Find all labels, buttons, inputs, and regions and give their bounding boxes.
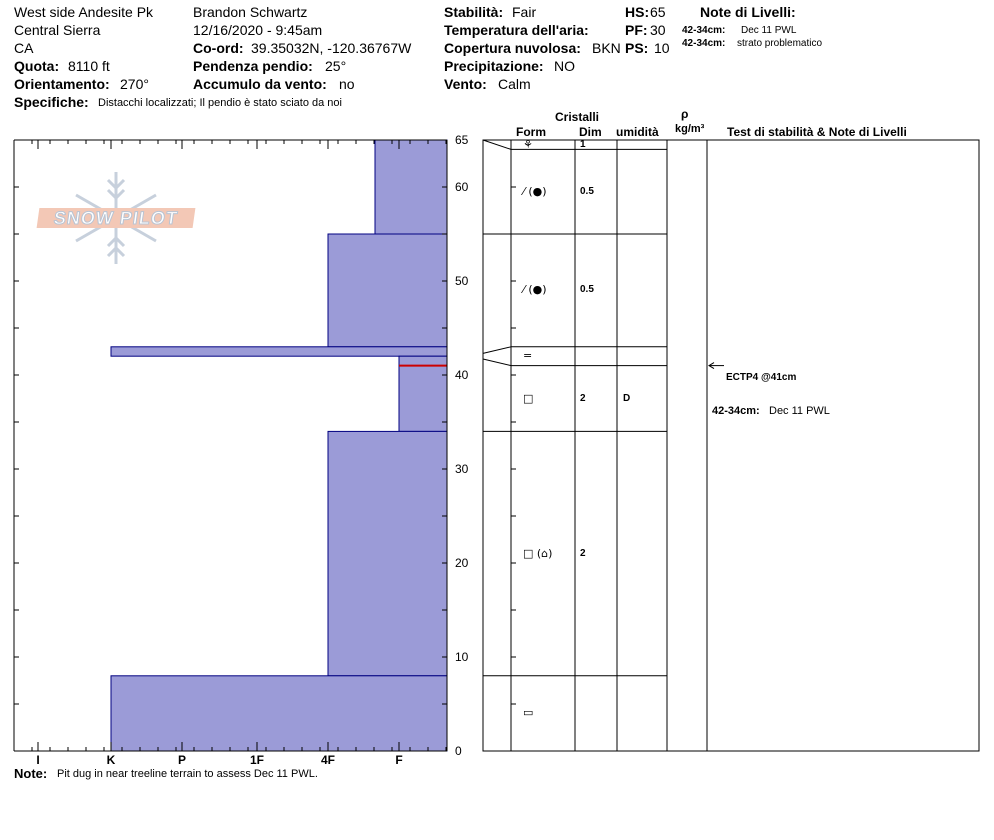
grain-size: 0.5 <box>580 284 594 296</box>
grain-form: ▭ <box>523 706 534 720</box>
hardness-bar <box>399 366 447 432</box>
air-temp-label: Temperatura dell'aria: <box>444 22 589 38</box>
coords-label: Co-ord: <box>193 40 244 56</box>
test-result-ectp: ECTP4 @41cm <box>726 372 797 383</box>
sky-label: Copertura nuvolosa: <box>444 40 581 56</box>
grain-connector <box>483 359 511 366</box>
grain-size: 2 <box>580 392 586 404</box>
layer-note-text: Dec 11 PWL <box>741 25 797 36</box>
ps-label: PS: <box>625 40 649 56</box>
state: CA <box>14 40 34 56</box>
tests-header: Test di stabilità & Note di Livelli <box>727 125 907 139</box>
snowpilot-logo-text: SNOW PILOT <box>37 208 196 228</box>
hardness-label: P <box>177 753 187 767</box>
ps-value: 10 <box>654 40 670 56</box>
pf-label: PF: <box>625 22 648 38</box>
wind-label: Vento: <box>444 76 487 92</box>
coords-value: 39.35032N, -120.36767W <box>251 40 412 56</box>
hardness-bar <box>328 431 447 675</box>
aspect-label: Orientamento: <box>14 76 110 92</box>
grain-form: = <box>523 349 533 363</box>
grain-size: 1 <box>580 138 586 150</box>
layer-note-range: 42-34cm: <box>682 38 726 49</box>
region: Central Sierra <box>14 22 101 38</box>
hardness-label: F <box>395 753 403 767</box>
elevation-label: Quota: <box>14 58 60 74</box>
hs-label: HS: <box>625 4 650 20</box>
y-tick-label: 50 <box>455 274 469 288</box>
grain-size: 0.5 <box>580 185 594 197</box>
size-header: Dim <box>579 125 602 139</box>
test-note-text: Dec 11 PWL <box>769 405 830 417</box>
grain-form: □ (⌂) <box>523 546 553 560</box>
note-text: Pit dug in near treeline terrain to assess Dec 11 PWL. <box>57 768 318 780</box>
slope-label: Pendenza pendio: <box>193 58 313 74</box>
hardness-bar <box>111 347 447 356</box>
layer-notes-title: Note di Livelli: <box>700 4 796 20</box>
y-tick-label: 30 <box>455 462 469 476</box>
hs-value: 65 <box>650 4 666 20</box>
stability-value: Fair <box>512 4 537 20</box>
wind-value: Calm <box>498 76 531 92</box>
elevation-value: 8110 ft <box>68 58 110 74</box>
y-tick-label: 0 <box>455 744 462 758</box>
y-tick-label: 40 <box>455 368 469 382</box>
test-note-range: 42-34cm: <box>712 405 760 417</box>
hardness-label: I <box>36 753 40 767</box>
layer-note-range: 42-34cm: <box>682 25 726 36</box>
sky-value: BKN <box>592 40 621 56</box>
specifics-value: Distacchi localizzati; Il pendio è stato sciato da noi <box>98 97 342 109</box>
location: West side Andesite Pk <box>14 4 154 20</box>
specifics-label: Specifiche: <box>14 94 89 110</box>
grain-connector <box>483 140 511 149</box>
y-tick-label: 65 <box>455 133 469 147</box>
grain-form: ⚘ <box>523 137 533 151</box>
grain-form: ⁄ (●) <box>523 283 547 297</box>
hardness-bar <box>375 140 447 234</box>
snowpilot-logo <box>38 170 194 270</box>
grain-connector <box>483 347 511 354</box>
grain-size: 2 <box>580 547 586 559</box>
hardness-label: 4F <box>320 753 336 767</box>
grain-form: ⁄ (●) <box>523 184 547 198</box>
grain-table-frame <box>483 137 979 751</box>
moisture-header: umidità <box>616 125 659 139</box>
grain-moisture: D <box>623 392 631 404</box>
grain-form: □ <box>523 391 534 405</box>
hardness-label: K <box>106 753 116 767</box>
y-tick-label: 10 <box>455 650 469 664</box>
hardness-bar <box>328 234 447 347</box>
datetime: 12/16/2020 - 9:45am <box>193 22 323 38</box>
y-tick-label: 60 <box>455 180 469 194</box>
wind-loading-value: no <box>339 76 355 92</box>
hardness-bar <box>111 676 447 751</box>
layer-note-text: strato problematico <box>737 38 823 49</box>
rho-header: ρ <box>681 107 689 121</box>
slope-value: 25° <box>325 58 347 74</box>
pf-value: 30 <box>650 22 666 38</box>
observer: Brandon Schwartz <box>193 4 308 20</box>
hardness-bar <box>399 356 447 365</box>
precip-label: Precipitazione: <box>444 58 544 74</box>
note-label: Note: <box>14 766 48 781</box>
form-header: Form <box>516 125 546 139</box>
y-tick-label: 20 <box>455 556 469 570</box>
crystals-header: Cristalli <box>555 110 600 124</box>
stability-label: Stabilità: <box>444 4 504 20</box>
precip-value: NO <box>554 58 575 74</box>
hardness-label: 1F <box>249 753 265 767</box>
aspect-value: 270° <box>120 76 149 92</box>
wind-loading-label: Accumulo da vento: <box>193 76 327 92</box>
density-header: kg/m³ <box>675 123 705 135</box>
